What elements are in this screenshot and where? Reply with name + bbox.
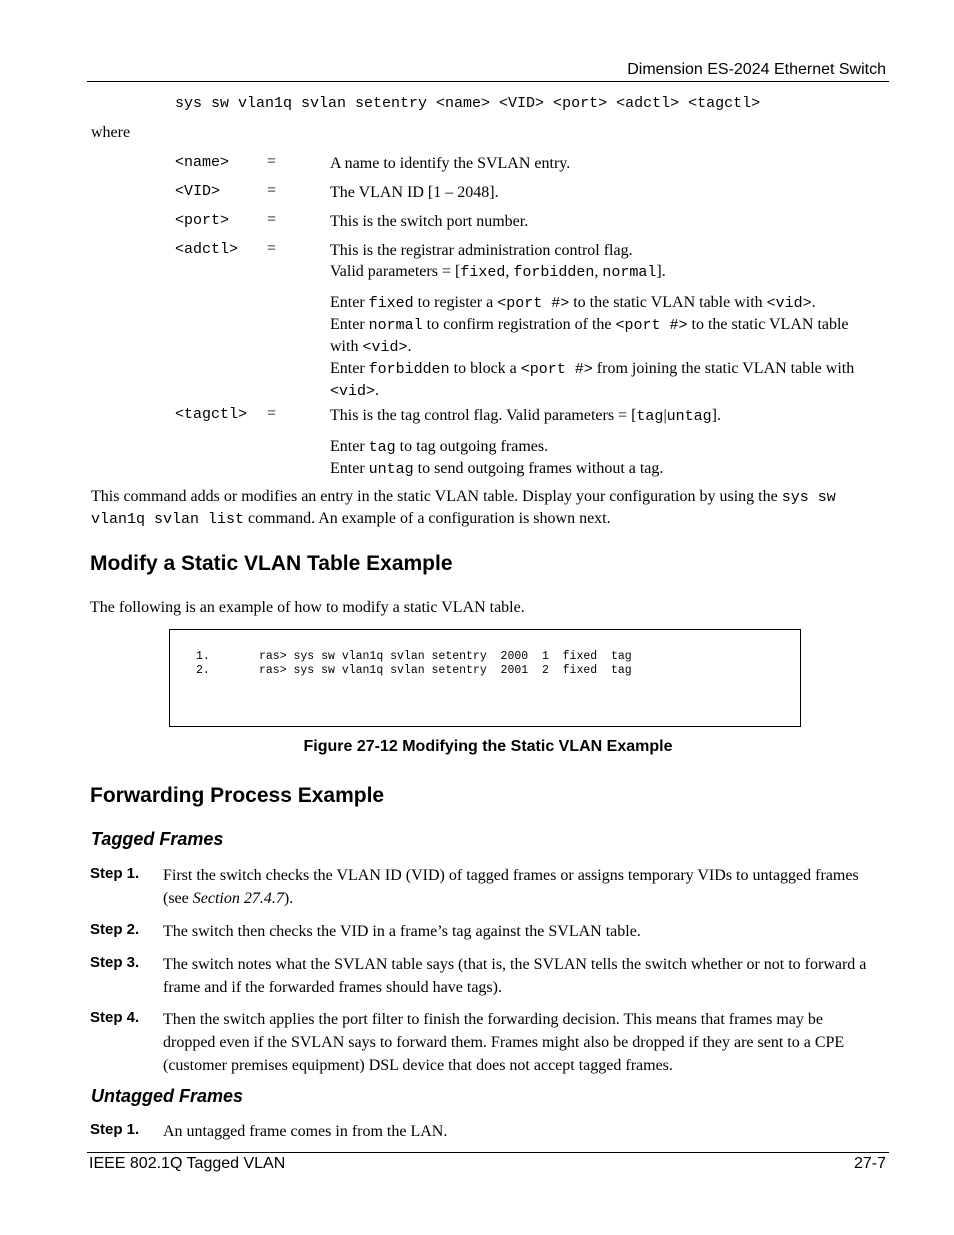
step-label: Step 3. bbox=[90, 954, 140, 971]
footer-chapter-title: IEEE 802.1Q Tagged VLAN bbox=[89, 1155, 286, 1172]
step-label: Step 1. bbox=[90, 865, 140, 882]
adctl-enter-normal: Enter normal to confirm registration of the <port #> to the static VLAN table with <vid>. bbox=[330, 316, 849, 356]
code-line-command: ras> sys sw vlan1q svlan setentry 2001 2 fixed tag bbox=[259, 664, 632, 677]
param-description: A name to identify the SVLAN entry. bbox=[330, 155, 571, 172]
page-number: 27-7 bbox=[853, 1155, 886, 1172]
param-name: <adctl> bbox=[175, 241, 239, 258]
running-header: Dimension ES-2024 Ethernet Switch bbox=[627, 61, 886, 78]
section-heading-forwarding-process: Forwarding Process Example bbox=[90, 784, 385, 807]
adctl-enter-fixed: Enter fixed to register a <port #> to the static VLAN table with <vid>. bbox=[330, 294, 816, 312]
step-label: Step 4. bbox=[90, 1009, 140, 1026]
param-equals: = bbox=[267, 182, 277, 199]
section-intro: The following is an example of how to modify a static VLAN table. bbox=[90, 599, 525, 616]
where-label: where bbox=[91, 124, 131, 141]
param-description bbox=[330, 240, 875, 402]
param-equals: = bbox=[267, 240, 277, 257]
header-divider bbox=[87, 81, 889, 82]
adctl-enter-forbidden: Enter forbidden to block a <port #> from joining the static VLAN table with <vid>. bbox=[330, 360, 855, 400]
step-text: First the switch checks the VLAN ID (VID) of tagged frames or assigns temporary VIDs to untagged frames (see Section 27.4.7). bbox=[163, 867, 859, 907]
command-syntax: sys sw vlan1q svlan setentry <name> <VID> <port> <adctl> <tagctl> bbox=[175, 95, 761, 112]
tagctl-line1: This is the tag control flag. Valid parameters = [tag|untag]. bbox=[330, 407, 721, 425]
code-example-box bbox=[169, 629, 801, 727]
tagctl-enter-untag: Enter untag to send outgoing frames without a tag. bbox=[330, 460, 664, 478]
footer-divider bbox=[87, 1152, 889, 1153]
param-description: This is the switch port number. bbox=[330, 213, 529, 230]
section-reference: Section 27.4.7 bbox=[192, 890, 284, 907]
tagctl-enter-tag: Enter tag to tag outgoing frames. bbox=[330, 438, 549, 456]
adctl-valid-params: Valid parameters = [fixed, forbidden, normal]. bbox=[330, 263, 666, 281]
step-text: Then the switch applies the port filter to finish the forwarding decision. This means that frames may be dropped even if the SVLAN says to forward them. Frames might also be dropped if they are sent to a CPE (customer premises equipment) DSL device that does not accept tagged frames. bbox=[163, 1011, 845, 1074]
command-summary-paragraph: This command adds or modifies an entry in the static VLAN table. Display your configuration by using the sys sw vlan1q svlan list command. An example of a configuration is shown next. bbox=[91, 488, 836, 528]
code-line-command: ras> sys sw vlan1q svlan setentry 2000 1 fixed tag bbox=[259, 650, 632, 663]
subheading-untagged-frames: Untagged Frames bbox=[91, 1086, 244, 1106]
code-line-number: 2. bbox=[196, 664, 210, 677]
param-description: The VLAN ID [1 – 2048]. bbox=[330, 184, 499, 201]
adctl-line1: This is the registrar administration control flag. bbox=[330, 242, 633, 259]
param-name: <VID> bbox=[175, 183, 221, 200]
param-name: <port> bbox=[175, 212, 230, 229]
step-label: Step 1. bbox=[90, 1121, 140, 1138]
param-description bbox=[330, 405, 875, 480]
param-equals: = bbox=[267, 405, 277, 422]
step-text: An untagged frame comes in from the LAN. bbox=[163, 1123, 448, 1140]
section-heading-modify-static-vlan: Modify a Static VLAN Table Example bbox=[90, 552, 453, 575]
step-label: Step 2. bbox=[90, 921, 140, 938]
param-equals: = bbox=[267, 211, 277, 228]
param-equals: = bbox=[267, 153, 277, 170]
subheading-tagged-frames: Tagged Frames bbox=[91, 829, 224, 849]
code-line-number: 1. bbox=[196, 650, 210, 663]
param-name: <tagctl> bbox=[175, 406, 248, 423]
step-text: The switch then checks the VID in a frame’s tag against the SVLAN table. bbox=[163, 923, 641, 940]
step-text: The switch notes what the SVLAN table says (that is, the SVLAN tells the switch whether or not to forward a frame and if the forwarded frames should have tags). bbox=[163, 956, 867, 996]
param-name: <name> bbox=[175, 154, 230, 171]
figure-caption: Figure 27-12 Modifying the Static VLAN Example bbox=[303, 738, 673, 755]
